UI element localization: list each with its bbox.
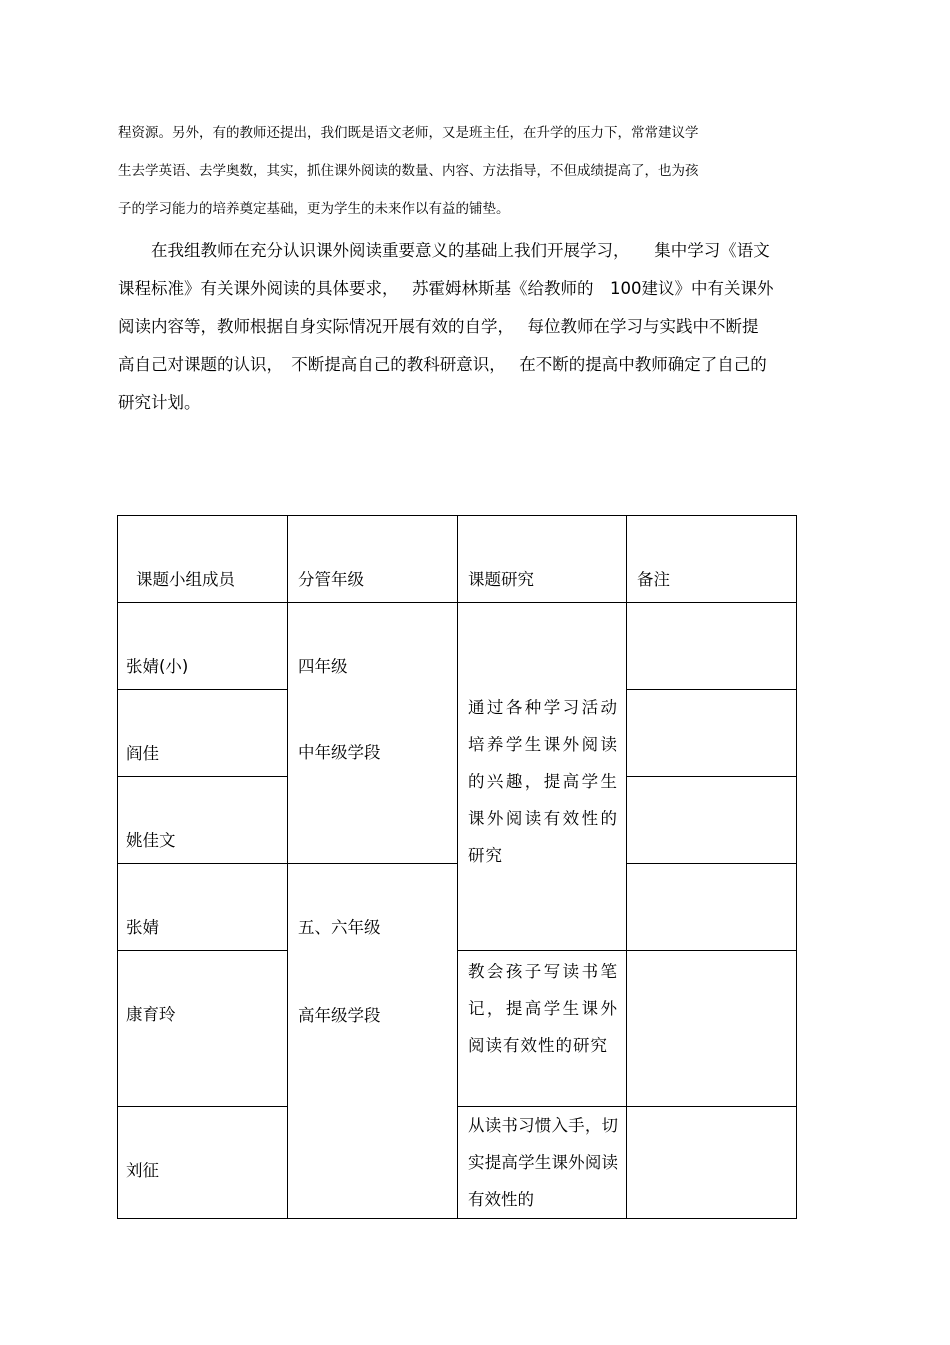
notes-cell bbox=[627, 951, 797, 1107]
member-cell bbox=[118, 777, 288, 864]
header-notes: 备注 bbox=[637, 570, 670, 589]
header-members: 课题小组成员 bbox=[136, 570, 235, 589]
header-cell bbox=[458, 516, 627, 603]
table-row bbox=[118, 951, 797, 1107]
member-name: 姚佳文 bbox=[126, 831, 176, 850]
research-topic: 从读书习惯入手，切实提高学生课外阅读有效性的 bbox=[468, 1116, 618, 1209]
intro-line: 子的学习能力的培养奠定基础，更为学生的未来作以有益的铺垫。 bbox=[118, 201, 510, 217]
member-cell bbox=[118, 603, 288, 690]
research-topic: 通过各种学习活动培养学生课外阅读的兴趣，提高学生课外阅读有效性的研究 bbox=[468, 698, 618, 865]
header-research: 课题研究 bbox=[468, 570, 534, 589]
grade-stage-label: 高年级学段 bbox=[298, 1006, 381, 1025]
body-line: 课程标准》有关课外阅读的具体要求， 苏霍姆林斯基《给教师的 100建议》中有关课外 bbox=[118, 279, 774, 298]
member-cell bbox=[118, 951, 288, 1107]
header-cell bbox=[627, 516, 797, 603]
member-name: 张婧(小) bbox=[126, 657, 189, 676]
research-cell bbox=[458, 1107, 627, 1219]
table-row bbox=[118, 603, 797, 690]
notes-cell bbox=[627, 777, 797, 864]
research-cell bbox=[458, 951, 627, 1107]
notes-cell bbox=[627, 690, 797, 777]
member-name: 阎佳 bbox=[126, 744, 159, 763]
table-header-row bbox=[118, 516, 797, 603]
grade-cell bbox=[288, 603, 458, 864]
member-name: 康育玲 bbox=[126, 1005, 176, 1024]
member-name: 张婧 bbox=[126, 918, 159, 937]
member-cell bbox=[118, 1107, 288, 1219]
grade-stage-label: 中年级学段 bbox=[298, 743, 381, 762]
body-line: 研究计划。 bbox=[118, 393, 201, 412]
research-cell bbox=[458, 603, 627, 951]
table-row bbox=[118, 864, 797, 951]
grade-cell bbox=[288, 864, 458, 1219]
header-grade: 分管年级 bbox=[298, 570, 364, 589]
body-line: 在我组教师在充分认识课外阅读重要意义的基础上我们开展学习， 集中学习《语文 bbox=[118, 241, 770, 260]
body-line: 阅读内容等，教师根据自身实际情况开展有效的自学， 每位教师在学习与实践中不断提 bbox=[118, 317, 759, 336]
header-cell bbox=[288, 516, 458, 603]
intro-line: 程资源。另外，有的教师还提出，我们既是语文老师，又是班主任，在升学的压力下，常常建议学 bbox=[118, 125, 699, 141]
research-group-table bbox=[117, 515, 797, 1219]
member-cell bbox=[118, 864, 288, 951]
grade-label: 四年级 bbox=[298, 657, 348, 676]
research-topic: 教会孩子写读书笔记，提高学生课外阅读有效性的研究 bbox=[468, 962, 618, 1055]
intro-line: 生去学英语、去学奥数，其实，抓住课外阅读的数量、内容、方法指导，不但成绩提高了，也为孩 bbox=[118, 163, 699, 179]
notes-cell bbox=[627, 603, 797, 690]
table-row bbox=[118, 1107, 797, 1219]
member-cell bbox=[118, 690, 288, 777]
body-line: 高自己对课题的认识， 不断提高自己的教科研意识， 在不断的提高中教师确定了自己的 bbox=[118, 355, 767, 374]
notes-cell bbox=[627, 864, 797, 951]
grade-label: 五、六年级 bbox=[298, 918, 381, 937]
notes-cell bbox=[627, 1107, 797, 1219]
member-name: 刘征 bbox=[126, 1161, 159, 1180]
header-cell bbox=[118, 516, 288, 603]
